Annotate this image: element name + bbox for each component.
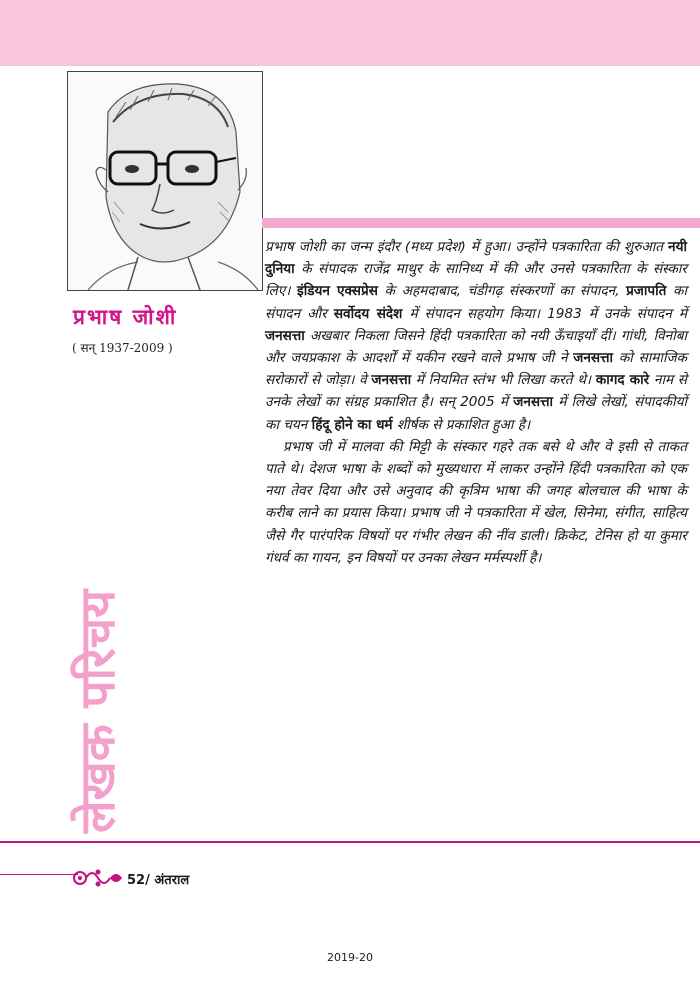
text-segment: में लिखे लेखों, संपादकीयों का चयन xyxy=(265,394,687,433)
publication-name: जनसत्ता xyxy=(371,372,412,389)
text-segment: प्रभाष जोशी का जन्म इंदौर (मध्य प्रदेश) में हुआ। उन्होंने पत्रकारिता की शुरुआत xyxy=(265,239,669,255)
floral-ornament-icon xyxy=(72,866,124,890)
text-segment: का संपादन और xyxy=(265,283,687,322)
publication-name: जनसत्ता xyxy=(513,394,553,411)
text-segment: शीर्षक से प्रकाशित हुआ है। xyxy=(392,416,531,433)
author-portrait xyxy=(67,71,263,291)
text-segment: नाम से उनके लेखों का संग्रह प्रकाशित है। सन् 2005 में xyxy=(265,372,687,411)
section-side-title: लेखक परिचय xyxy=(70,589,126,833)
publication-name: जनसत्ता xyxy=(573,350,614,367)
page-number-label: 52/ अंतराल xyxy=(127,873,190,888)
header-band xyxy=(0,0,700,66)
footer-rule xyxy=(0,874,78,875)
text-segment: के अहमदाबाद, चंडीगढ़ संस्करणों का संपादन, xyxy=(377,283,627,300)
text-segment: के संपादक राजेंद्र माथुर के सानिध्य में की और उनसे पत्रकारिता के संस्कार लिए। xyxy=(265,261,687,300)
biography-text xyxy=(265,236,687,569)
text-header-rule xyxy=(262,218,700,228)
publication-name: कागद कारे xyxy=(595,372,650,389)
text-segment: में संपादन सहयोग किया। 1983 में उनके संपादन में xyxy=(402,305,687,322)
text-segment: अखबार निकला जिसने हिंदी पत्रकारिता को नयी ऊँचाइयाँ दीं। गांधी, विनोबा और जयप्रकाश के आदर्शों में यकीन रखने वाले प्रभाष जी ने xyxy=(265,327,687,367)
author-name: प्रभाष जोशी xyxy=(73,305,178,329)
author-dates: ( सन् 1937-2009 ) xyxy=(72,341,173,355)
biography-paragraph-1 xyxy=(265,236,687,436)
publication-name: हिंदू होने का धर्म xyxy=(311,416,393,433)
bottom-rule xyxy=(0,841,700,843)
biography-paragraph-2: प्रभाष जी में मालवा की मिट्टी के संस्कार गहरे तक बसे थे और वे इसी से ताकत पाते थे। देशज भाषा के शब्दों को मुख्यधारा में लाकर उन्होंने हिंदी पत्रकारिता को एक नया तेवर दिया और उसे अनुवाद की कृत्रिम भाषा की जगह बोलचाल की भाषा के करीब लाने का प्रयास किया। प्रभाष जी ने पत्रकारिता में खेल, सिनेमा, संगीत, साहित्य जैसे गैर पारंपरिक विषयों पर गंभीर लेखन की नींव डाली। क्रिकेट, टेनिस हो या कुमार गंधर्व का गायन, इन विषयों पर उनका लेखन मर्मस्पर्शी है। xyxy=(265,438,687,566)
publication-name: नयी दुनिया xyxy=(265,239,687,278)
text-segment: को सामाजिक सरोकारों से जोड़ा। वे xyxy=(265,350,687,389)
publication-name: सर्वोदय संदेश xyxy=(333,305,403,322)
session-year: 2019-20 xyxy=(327,951,373,964)
text-segment: में नियमित स्तंभ भी लिखा करते थे। xyxy=(411,372,596,389)
publication-name: जनसत्ता xyxy=(265,327,305,344)
publication-name: प्रजापति xyxy=(626,283,667,300)
publication-name: इंडियन एक्सप्रेस xyxy=(297,283,378,300)
